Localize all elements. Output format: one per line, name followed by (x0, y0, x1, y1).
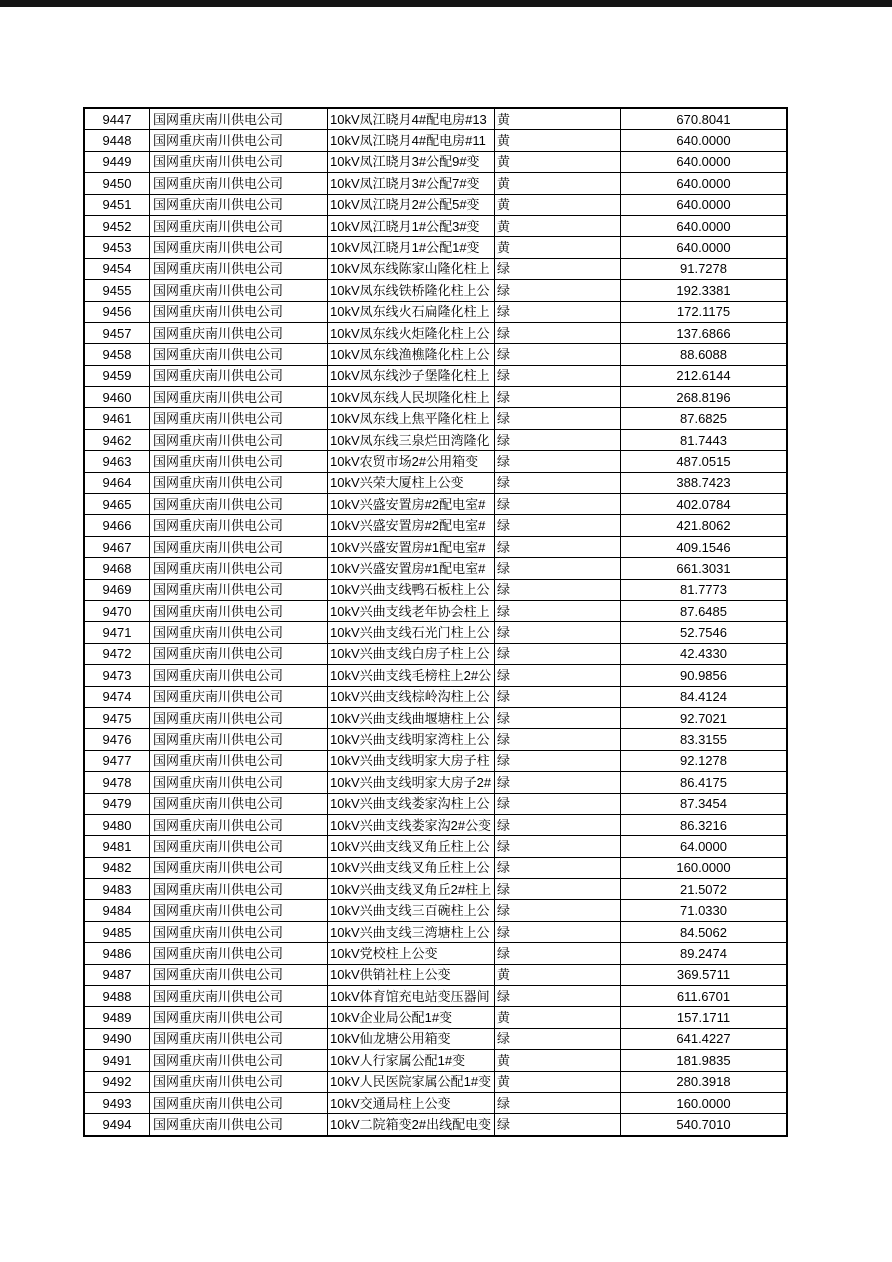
cell-value: 92.7021 (620, 708, 786, 728)
cell-row-id: 9484 (102, 903, 132, 919)
cell-value: 181.9835 (620, 1050, 786, 1070)
cell-company: 国网重庆南川供电公司 (149, 751, 327, 771)
cell-company: 国网重庆南川供电公司 (149, 195, 327, 215)
table-row (85, 750, 786, 771)
cell-company: 国网重庆南川供电公司 (149, 344, 327, 364)
cell-row-id: 9492 (102, 1074, 132, 1090)
table-row (85, 878, 786, 899)
table-row (85, 151, 786, 172)
cell-description: 10kV兴盛安置房#2配电室# (327, 494, 494, 514)
cell-row-id: 9488 (102, 988, 132, 1004)
cell-status: 绿 (494, 494, 620, 514)
cell-value: 87.3454 (620, 794, 786, 814)
cell-description: 10kV兴曲支线明家大房子柱 (327, 751, 494, 771)
cell-company: 国网重庆南川供电公司 (149, 1072, 327, 1092)
cell-status: 绿 (494, 836, 620, 856)
table-row (85, 450, 786, 471)
cell-company: 国网重庆南川供电公司 (149, 451, 327, 471)
cell-value: 369.5711 (620, 965, 786, 985)
cell-company: 国网重庆南川供电公司 (149, 622, 327, 642)
cell-description: 10kV兴曲支线叉角丘柱上公 (327, 836, 494, 856)
cell-value: 64.0000 (620, 836, 786, 856)
cell-value: 87.6825 (620, 408, 786, 428)
table-row (85, 621, 786, 642)
cell-value: 670.8041 (620, 109, 786, 129)
cell-status: 绿 (494, 451, 620, 471)
cell-description: 10kV兴曲支线鸭石板柱上公 (327, 580, 494, 600)
cell-status: 绿 (494, 729, 620, 749)
cell-company: 国网重庆南川供电公司 (149, 1114, 327, 1134)
cell-description: 10kV凤江晓月4#配电房#11 (327, 130, 494, 150)
cell-company: 国网重庆南川供电公司 (149, 965, 327, 985)
cell-value: 540.7010 (620, 1114, 786, 1134)
cell-description: 10kV凤东线陈家山隆化柱上 (327, 259, 494, 279)
cell-value: 402.0784 (620, 494, 786, 514)
table-row (85, 1071, 786, 1092)
cell-value: 42.4330 (620, 644, 786, 664)
cell-value: 84.5062 (620, 922, 786, 942)
cell-status: 绿 (494, 387, 620, 407)
cell-company: 国网重庆南川供电公司 (149, 515, 327, 535)
cell-company: 国网重庆南川供电公司 (149, 986, 327, 1006)
cell-description: 10kV凤东线人民坝隆化柱上 (327, 387, 494, 407)
table-row (85, 557, 786, 578)
cell-description: 10kV企业局公配1#变 (327, 1007, 494, 1027)
cell-status: 绿 (494, 344, 620, 364)
cell-row-id: 9447 (102, 111, 132, 127)
cell-row-id: 9467 (102, 539, 132, 555)
cell-description: 10kV兴曲支线叉角丘2#柱上 (327, 879, 494, 899)
cell-description: 10kV凤东线上焦平隆化柱上 (327, 408, 494, 428)
cell-company: 国网重庆南川供电公司 (149, 1029, 327, 1049)
cell-company: 国网重庆南川供电公司 (149, 665, 327, 685)
table-row (85, 429, 786, 450)
cell-description: 10kV供销社柱上公变 (327, 965, 494, 985)
data-table (83, 107, 788, 1137)
cell-row-id: 9449 (102, 154, 132, 170)
cell-company: 国网重庆南川供电公司 (149, 366, 327, 386)
cell-row-id: 9451 (102, 197, 132, 213)
cell-value: 157.1711 (620, 1007, 786, 1027)
cell-status: 绿 (494, 900, 620, 920)
cell-value: 137.6866 (620, 323, 786, 343)
cell-company: 国网重庆南川供电公司 (149, 323, 327, 343)
cell-description: 10kV凤江晓月3#公配9#变 (327, 152, 494, 172)
cell-value: 83.3155 (620, 729, 786, 749)
cell-status: 绿 (494, 280, 620, 300)
cell-description: 10kV二院箱变2#出线配电变 (327, 1114, 494, 1134)
table-row (85, 493, 786, 514)
cell-row-id: 9459 (102, 368, 132, 384)
cell-description: 10kV凤东线火炬隆化柱上公 (327, 323, 494, 343)
table-row (85, 258, 786, 279)
cell-description: 10kV凤东线三泉烂田湾隆化 (327, 430, 494, 450)
cell-value: 91.7278 (620, 259, 786, 279)
cell-status: 绿 (494, 430, 620, 450)
table-row (85, 514, 786, 535)
table-row (85, 215, 786, 236)
cell-description: 10kV兴曲支线娄家沟2#公变 (327, 815, 494, 835)
cell-row-id: 9463 (102, 453, 132, 469)
cell-status: 绿 (494, 986, 620, 1006)
cell-status: 绿 (494, 665, 620, 685)
cell-company: 国网重庆南川供电公司 (149, 729, 327, 749)
cell-value: 172.1175 (620, 302, 786, 322)
cell-description: 10kV兴曲支线白房子柱上公 (327, 644, 494, 664)
cell-status: 绿 (494, 879, 620, 899)
cell-company: 国网重庆南川供电公司 (149, 494, 327, 514)
cell-company: 国网重庆南川供电公司 (149, 558, 327, 578)
cell-value: 21.5072 (620, 879, 786, 899)
cell-value: 212.6144 (620, 366, 786, 386)
cell-row-id: 9476 (102, 732, 132, 748)
cell-company: 国网重庆南川供电公司 (149, 1007, 327, 1027)
cell-value: 641.4227 (620, 1029, 786, 1049)
cell-company: 国网重庆南川供电公司 (149, 280, 327, 300)
cell-company: 国网重庆南川供电公司 (149, 858, 327, 878)
cell-row-id: 9453 (102, 240, 132, 256)
cell-description: 10kV兴曲支线娄家沟柱上公 (327, 794, 494, 814)
table-row (85, 1092, 786, 1113)
cell-value: 268.8196 (620, 387, 786, 407)
cell-description: 10kV凤东线渔樵隆化柱上公 (327, 344, 494, 364)
cell-row-id: 9482 (102, 860, 132, 876)
cell-description: 10kV凤江晓月4#配电房#13 (327, 109, 494, 129)
cell-description: 10kV兴曲支线三湾塘柱上公 (327, 922, 494, 942)
cell-status: 绿 (494, 687, 620, 707)
cell-description: 10kV兴曲支线曲堰塘柱上公 (327, 708, 494, 728)
cell-value: 87.6485 (620, 601, 786, 621)
cell-description: 10kV凤江晓月1#公配3#变 (327, 216, 494, 236)
cell-row-id: 9470 (102, 603, 132, 619)
cell-status: 黄 (494, 152, 620, 172)
cell-row-id: 9461 (102, 411, 132, 427)
cell-description: 10kV交通局柱上公变 (327, 1093, 494, 1113)
cell-company: 国网重庆南川供电公司 (149, 772, 327, 792)
cell-company: 国网重庆南川供电公司 (149, 130, 327, 150)
cell-value: 640.0000 (620, 216, 786, 236)
cell-description: 10kV凤东线火石扁隆化柱上 (327, 302, 494, 322)
cell-value: 88.6088 (620, 344, 786, 364)
cell-company: 国网重庆南川供电公司 (149, 216, 327, 236)
cell-company: 国网重庆南川供电公司 (149, 922, 327, 942)
cell-value: 192.3381 (620, 280, 786, 300)
cell-description: 10kV凤江晓月2#公配5#变 (327, 195, 494, 215)
cell-row-id: 9474 (102, 689, 132, 705)
cell-row-id: 9464 (102, 475, 132, 491)
cell-status: 绿 (494, 751, 620, 771)
table-row (85, 835, 786, 856)
cell-row-id: 9478 (102, 774, 132, 790)
cell-description: 10kV党校柱上公变 (327, 943, 494, 963)
table-row (85, 279, 786, 300)
cell-value: 640.0000 (620, 130, 786, 150)
table-row (85, 301, 786, 322)
cell-status: 绿 (494, 580, 620, 600)
cell-status: 绿 (494, 1114, 620, 1134)
cell-value: 86.3216 (620, 815, 786, 835)
table-row (85, 600, 786, 621)
table-row (85, 771, 786, 792)
table-row (85, 964, 786, 985)
cell-description: 10kV兴盛安置房#1配电室# (327, 558, 494, 578)
table-row (85, 664, 786, 685)
cell-company: 国网重庆南川供电公司 (149, 237, 327, 257)
cell-company: 国网重庆南川供电公司 (149, 708, 327, 728)
cell-company: 国网重庆南川供电公司 (149, 387, 327, 407)
cell-description: 10kV凤江晓月3#公配7#变 (327, 173, 494, 193)
cell-status: 黄 (494, 109, 620, 129)
cell-row-id: 9489 (102, 1010, 132, 1026)
cell-company: 国网重庆南川供电公司 (149, 473, 327, 493)
cell-description: 10kV兴曲支线石光门柱上公 (327, 622, 494, 642)
cell-description: 10kV人民医院家属公配1#变 (327, 1072, 494, 1092)
cell-description: 10kV兴曲支线明家湾柱上公 (327, 729, 494, 749)
cell-company: 国网重庆南川供电公司 (149, 173, 327, 193)
cell-company: 国网重庆南川供电公司 (149, 879, 327, 899)
table-row (85, 194, 786, 215)
cell-company: 国网重庆南川供电公司 (149, 302, 327, 322)
cell-status: 绿 (494, 815, 620, 835)
cell-value: 90.9856 (620, 665, 786, 685)
cell-value: 71.0330 (620, 900, 786, 920)
cell-company: 国网重庆南川供电公司 (149, 601, 327, 621)
table-row (85, 472, 786, 493)
cell-row-id: 9485 (102, 924, 132, 940)
cell-description: 10kV兴曲支线毛榜柱上2#公 (327, 665, 494, 685)
table-row (85, 643, 786, 664)
cell-status: 黄 (494, 1072, 620, 1092)
page-top-border (0, 0, 892, 7)
table-row (85, 1113, 786, 1134)
table-row (85, 109, 786, 129)
cell-description: 10kV体育馆充电站变压器间 (327, 986, 494, 1006)
cell-status: 绿 (494, 323, 620, 343)
cell-company: 国网重庆南川供电公司 (149, 644, 327, 664)
cell-row-id: 9473 (102, 667, 132, 683)
cell-value: 640.0000 (620, 237, 786, 257)
table-row (85, 707, 786, 728)
cell-status: 绿 (494, 644, 620, 664)
cell-description: 10kV仙龙塘公用箱变 (327, 1029, 494, 1049)
cell-company: 国网重庆南川供电公司 (149, 1050, 327, 1070)
cell-status: 绿 (494, 922, 620, 942)
table-row (85, 899, 786, 920)
cell-status: 绿 (494, 537, 620, 557)
cell-row-id: 9477 (102, 753, 132, 769)
cell-row-id: 9472 (102, 646, 132, 662)
table-row (85, 793, 786, 814)
cell-description: 10kV兴荣大厦柱上公变 (327, 473, 494, 493)
cell-company: 国网重庆南川供电公司 (149, 109, 327, 129)
table-row (85, 814, 786, 835)
table-row (85, 942, 786, 963)
cell-status: 黄 (494, 130, 620, 150)
cell-status: 绿 (494, 858, 620, 878)
cell-company: 国网重庆南川供电公司 (149, 943, 327, 963)
cell-value: 388.7423 (620, 473, 786, 493)
cell-row-id: 9481 (102, 838, 132, 854)
cell-value: 611.6701 (620, 986, 786, 1006)
cell-company: 国网重庆南川供电公司 (149, 430, 327, 450)
cell-description: 10kV兴盛安置房#2配电室# (327, 515, 494, 535)
cell-company: 国网重庆南川供电公司 (149, 687, 327, 707)
table-row (85, 129, 786, 150)
cell-status: 绿 (494, 515, 620, 535)
cell-company: 国网重庆南川供电公司 (149, 537, 327, 557)
cell-status: 绿 (494, 558, 620, 578)
cell-row-id: 9460 (102, 389, 132, 405)
cell-row-id: 9465 (102, 496, 132, 512)
cell-row-id: 9471 (102, 625, 132, 641)
table-row (85, 322, 786, 343)
cell-description: 10kV兴盛安置房#1配电室# (327, 537, 494, 557)
cell-value: 84.4124 (620, 687, 786, 707)
cell-row-id: 9487 (102, 967, 132, 983)
cell-description: 10kV兴曲支线棕岭沟柱上公 (327, 687, 494, 707)
cell-row-id: 9479 (102, 796, 132, 812)
cell-value: 640.0000 (620, 152, 786, 172)
cell-row-id: 9483 (102, 881, 132, 897)
cell-row-id: 9468 (102, 560, 132, 576)
cell-row-id: 9458 (102, 346, 132, 362)
cell-status: 黄 (494, 216, 620, 236)
cell-status: 绿 (494, 943, 620, 963)
cell-row-id: 9480 (102, 817, 132, 833)
cell-status: 绿 (494, 1029, 620, 1049)
cell-description: 10kV农贸市场2#公用箱变 (327, 451, 494, 471)
cell-description: 10kV兴曲支线明家大房子2# (327, 772, 494, 792)
cell-description: 10kV兴曲支线叉角丘柱上公 (327, 858, 494, 878)
cell-value: 81.7773 (620, 580, 786, 600)
cell-row-id: 9455 (102, 282, 132, 298)
cell-value: 640.0000 (620, 195, 786, 215)
cell-value: 421.8062 (620, 515, 786, 535)
table-body (85, 109, 786, 1135)
cell-row-id: 9462 (102, 432, 132, 448)
cell-value: 409.1546 (620, 537, 786, 557)
cell-value: 89.2474 (620, 943, 786, 963)
table-row (85, 343, 786, 364)
table-row (85, 579, 786, 600)
table-row (85, 857, 786, 878)
cell-description: 10kV兴曲支线老年协会柱上 (327, 601, 494, 621)
cell-company: 国网重庆南川供电公司 (149, 580, 327, 600)
cell-row-id: 9452 (102, 218, 132, 234)
cell-company: 国网重庆南川供电公司 (149, 259, 327, 279)
table-row (85, 236, 786, 257)
cell-description: 10kV凤东线沙子堡隆化柱上 (327, 366, 494, 386)
table-row (85, 921, 786, 942)
cell-value: 280.3918 (620, 1072, 786, 1092)
cell-status: 黄 (494, 237, 620, 257)
cell-value: 487.0515 (620, 451, 786, 471)
cell-description: 10kV凤东线铁桥隆化柱上公 (327, 280, 494, 300)
cell-company: 国网重庆南川供电公司 (149, 815, 327, 835)
cell-status: 绿 (494, 1093, 620, 1113)
cell-value: 160.0000 (620, 858, 786, 878)
cell-company: 国网重庆南川供电公司 (149, 152, 327, 172)
cell-description: 10kV兴曲支线三百碗柱上公 (327, 900, 494, 920)
cell-description: 10kV凤江晓月1#公配1#变 (327, 237, 494, 257)
table-row (85, 172, 786, 193)
cell-value: 52.7546 (620, 622, 786, 642)
cell-value: 640.0000 (620, 173, 786, 193)
cell-row-id: 9456 (102, 304, 132, 320)
cell-status: 黄 (494, 1007, 620, 1027)
cell-value: 81.7443 (620, 430, 786, 450)
cell-row-id: 9466 (102, 518, 132, 534)
cell-status: 绿 (494, 473, 620, 493)
cell-value: 661.3031 (620, 558, 786, 578)
cell-status: 绿 (494, 366, 620, 386)
cell-row-id: 9490 (102, 1031, 132, 1047)
cell-status: 绿 (494, 408, 620, 428)
cell-status: 黄 (494, 1050, 620, 1070)
cell-status: 绿 (494, 772, 620, 792)
table-row (85, 1006, 786, 1027)
cell-company: 国网重庆南川供电公司 (149, 794, 327, 814)
table-row (85, 386, 786, 407)
cell-status: 绿 (494, 708, 620, 728)
cell-row-id: 9454 (102, 261, 132, 277)
cell-status: 黄 (494, 965, 620, 985)
cell-company: 国网重庆南川供电公司 (149, 900, 327, 920)
cell-row-id: 9450 (102, 175, 132, 191)
table-row (85, 365, 786, 386)
table-row (85, 985, 786, 1006)
table-row (85, 1049, 786, 1070)
cell-status: 绿 (494, 622, 620, 642)
cell-company: 国网重庆南川供电公司 (149, 1093, 327, 1113)
cell-row-id: 9493 (102, 1095, 132, 1111)
table-row (85, 728, 786, 749)
cell-value: 86.4175 (620, 772, 786, 792)
cell-status: 绿 (494, 259, 620, 279)
cell-status: 黄 (494, 173, 620, 193)
cell-row-id: 9491 (102, 1052, 132, 1068)
cell-status: 黄 (494, 195, 620, 215)
table-row (85, 536, 786, 557)
cell-status: 绿 (494, 794, 620, 814)
table-row (85, 407, 786, 428)
table-row (85, 1028, 786, 1049)
cell-row-id: 9469 (102, 582, 132, 598)
cell-description: 10kV人行家属公配1#变 (327, 1050, 494, 1070)
table-row (85, 686, 786, 707)
cell-row-id: 9448 (102, 133, 132, 149)
cell-value: 92.1278 (620, 751, 786, 771)
cell-status: 绿 (494, 302, 620, 322)
cell-row-id: 9475 (102, 710, 132, 726)
cell-company: 国网重庆南川供电公司 (149, 836, 327, 856)
cell-company: 国网重庆南川供电公司 (149, 408, 327, 428)
cell-row-id: 9457 (102, 325, 132, 341)
cell-value: 160.0000 (620, 1093, 786, 1113)
cell-row-id: 9486 (102, 945, 132, 961)
cell-status: 绿 (494, 601, 620, 621)
cell-row-id: 9494 (102, 1117, 132, 1133)
